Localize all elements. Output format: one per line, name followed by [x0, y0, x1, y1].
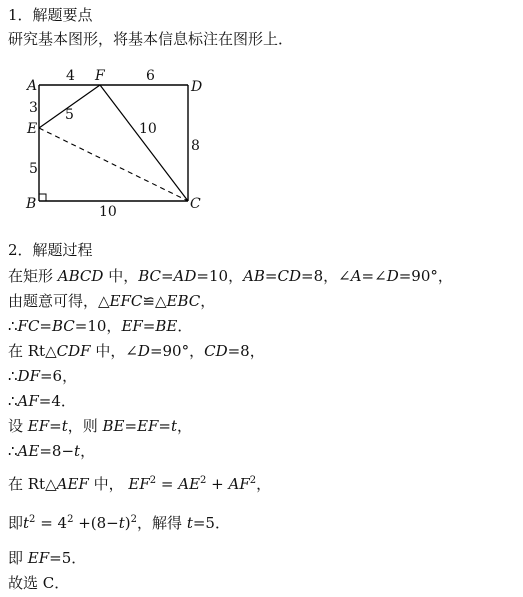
length-label-FD: 6 [146, 68, 155, 84]
line-rectangle-given: 在矩形 ABCD 中，BC=AD=10，AB=CD=8，∠A=∠D=90°， [8, 267, 453, 285]
line-triangle-cdf: 在 Rt△CDF 中，∠D=90°，CD=8， [8, 342, 265, 360]
line-section2-heading: 2．解题过程 [8, 241, 93, 259]
line-ae: ∴AE=8−t， [8, 442, 96, 460]
point-label-E: E [27, 121, 38, 137]
point-label-D: D [191, 79, 203, 95]
line-intro: 研究基本图形，将基本信息标注在图形上． [8, 30, 294, 48]
line-pythagoras: 在 Rt△AEF 中， $EF^2 = AE^2 + AF^2$， [8, 475, 272, 493]
length-label-AF: 4 [66, 68, 75, 84]
length-label-EB: 5 [29, 161, 38, 177]
line-af: ∴AF=4． [8, 392, 76, 410]
point-label-B: B [26, 196, 37, 212]
line-ef-result: 即 EF=5． [8, 549, 87, 567]
line-answer: 故选 C． [8, 574, 70, 592]
segment-EC-dashed [39, 128, 188, 201]
line-let-t: 设 EF=t，则 BE=EF=t， [8, 417, 193, 435]
rectangle-figure [0, 0, 523, 230]
length-label-BC: 10 [99, 204, 117, 220]
length-label-AE: 3 [29, 100, 38, 116]
point-label-C: C [190, 196, 201, 212]
length-label-DC: 8 [191, 138, 200, 154]
length-label-FC: 10 [139, 121, 157, 137]
point-label-A: A [27, 78, 38, 94]
line-congruence: 由题意可得，△EFC≌△EBC， [8, 292, 216, 310]
right-angle-mark-B [39, 194, 46, 201]
segment-FC [100, 85, 188, 201]
point-label-F: F [95, 68, 105, 84]
line-equation: 即$t^2 = 4^2 +(8-t)^2$，解得 t=5． [8, 514, 230, 532]
line-section1-heading: 1．解题要点 [8, 6, 93, 24]
length-label-EF: 5 [65, 107, 74, 123]
line-df: ∴DF=6， [8, 367, 78, 385]
line-therefore-fc: ∴FC=BC=10，EF=BE． [8, 317, 193, 335]
